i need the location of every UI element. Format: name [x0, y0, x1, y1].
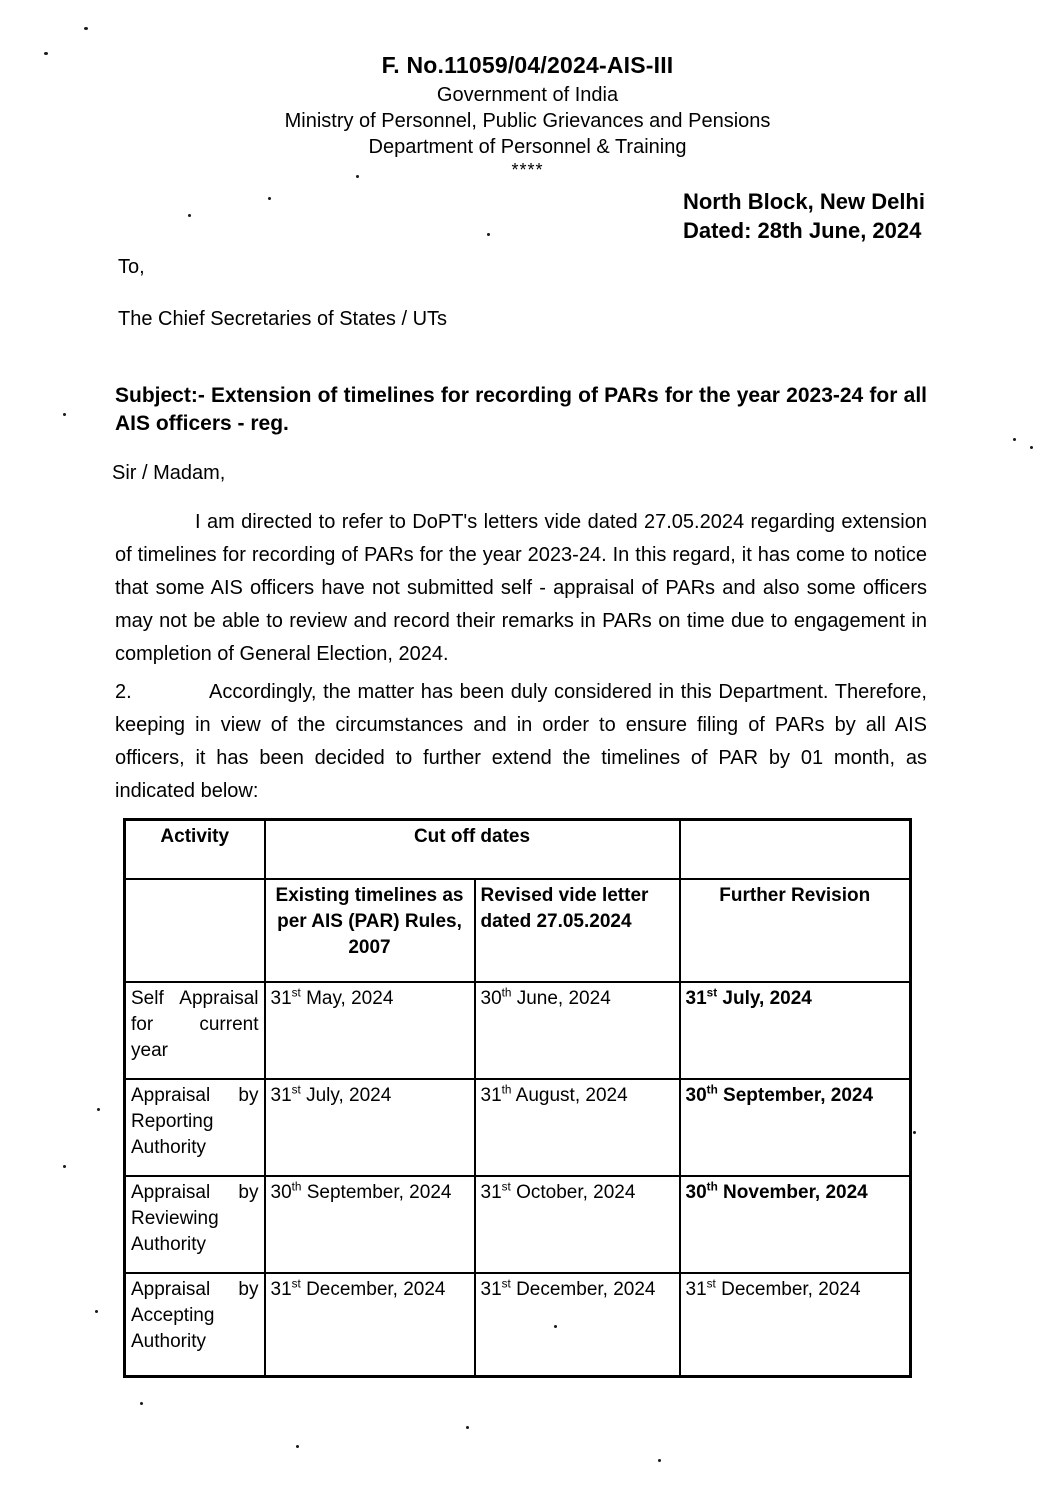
greeting: Sir / Madam,: [112, 462, 226, 484]
cell-revised: 30th June, 2024: [475, 982, 680, 1079]
th-cutoff-dates: Cut off dates: [265, 820, 680, 880]
scan-speckle: [913, 1131, 916, 1134]
subject-line: Subject:- Extension of timelines for recording of PARs for the year 2023-24 for all AIS officers - reg.: [115, 384, 927, 435]
scan-speckle: [140, 1402, 143, 1405]
cell-further: 30th September, 2024: [680, 1079, 911, 1176]
date-line: Dated: 28th June, 2024: [682, 218, 922, 243]
department-name: Department of Personnel & Training: [368, 136, 687, 158]
table-header-row-2: [125, 879, 911, 982]
th-revised-letter: Revised vide letter dated 27.05.2024: [475, 879, 680, 982]
cell-activity: Appraisal by Accepting Authority: [125, 1273, 265, 1377]
addressee: The Chief Secretaries of States / UTs: [118, 308, 448, 330]
scan-speckle: [95, 1310, 98, 1313]
separator-stars: ****: [511, 160, 544, 180]
table-header-row-1: [125, 820, 911, 880]
to-label: To,: [118, 256, 145, 278]
table-row: [125, 1079, 911, 1176]
cell-activity: Self Appraisal for current year: [125, 982, 265, 1079]
cell-existing: 31st July, 2024: [265, 1079, 475, 1176]
cell-revised: 31st December, 2024: [475, 1273, 680, 1377]
scan-speckle: [63, 1165, 66, 1168]
paragraph-2-text: Accordingly, the matter has been duly considered in this Department. Therefore, keeping in view of the circumstances and in order to ensure filing of PARs by all AIS officers, it has been decided to further extend the timelines of PAR by 01 month, as indicated below:: [115, 681, 927, 802]
scan-speckle: [1013, 438, 1016, 441]
org-name: Government of India: [436, 84, 619, 106]
th-activity-blank: [125, 879, 265, 982]
scan-speckle: [44, 52, 48, 55]
th-existing-timelines: Existing timelines as per AIS (PAR) Rules, 2007: [265, 879, 475, 982]
scan-speckle: [63, 413, 66, 416]
place-line: North Block, New Delhi: [682, 189, 925, 214]
scan-speckle: [97, 1108, 100, 1111]
scan-speckle: [356, 175, 359, 178]
scan-speckle: [268, 197, 271, 200]
cell-activity: Appraisal by Reporting Authority: [125, 1079, 265, 1176]
cell-further: 31st July, 2024: [680, 982, 911, 1079]
table-row: [125, 1176, 911, 1273]
letter-head: [0, 52, 1055, 180]
cell-activity: Appraisal by Reviewing Authority: [125, 1176, 265, 1273]
cell-further: 31st December, 2024: [680, 1273, 911, 1377]
paragraph-2: [115, 676, 927, 808]
timeline-table: [123, 818, 912, 1378]
scan-speckle: [296, 1445, 299, 1448]
scan-speckle: [487, 233, 490, 236]
scan-speckle: [84, 27, 88, 30]
scan-speckle: [658, 1459, 661, 1462]
cell-existing: 31st December, 2024: [265, 1273, 475, 1377]
cell-further: 30th November, 2024: [680, 1176, 911, 1273]
cell-existing: 31st May, 2024: [265, 982, 475, 1079]
table-row: [125, 982, 911, 1079]
th-blank: [680, 820, 911, 880]
th-further-revision: Further Revision: [680, 879, 911, 982]
cell-revised: 31th August, 2024: [475, 1079, 680, 1176]
ministry-name: Ministry of Personnel, Public Grievances and Pensions: [284, 110, 771, 132]
file-number: F. No.11059/04/2024-AIS-III: [381, 52, 674, 78]
scan-speckle: [466, 1426, 469, 1429]
place-date-block: [683, 187, 925, 245]
scan-speckle: [554, 1325, 557, 1328]
cell-revised: 31st October, 2024: [475, 1176, 680, 1273]
scan-speckle: [1030, 446, 1033, 449]
th-activity: Activity: [125, 820, 265, 880]
table-row: [125, 1273, 911, 1377]
paragraph-1: I am directed to refer to DoPT's letters vide dated 27.05.2024 regarding extension of timelines for recording of PARs for the year 2023-24. In this regard, it has come to notice that some AIS officers have not submitted self - appraisal of PARs and also some officers may not be able to review and record their remarks in PARs on time due to engagement in completion of General Election, 2024.: [115, 511, 927, 665]
cell-existing: 30th September, 2024: [265, 1176, 475, 1273]
paragraph-2-number: 2.: [115, 681, 132, 703]
scan-speckle: [188, 214, 191, 217]
